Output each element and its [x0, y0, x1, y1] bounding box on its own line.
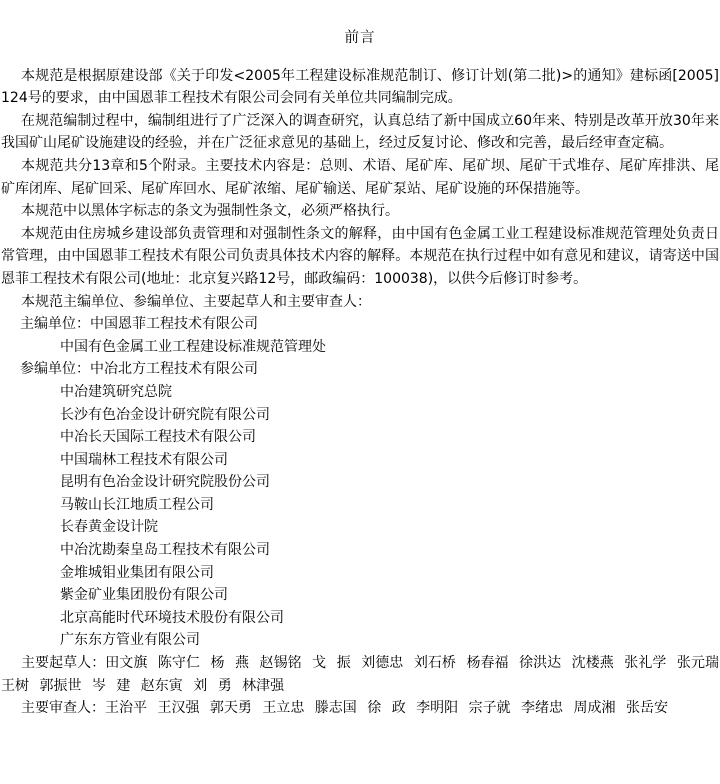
- participating-editor-item: 中冶建筑研究总院: [60, 383, 172, 400]
- participating-editors-line: [1, 358, 719, 381]
- participating-editor-item: 中冶长天国际工程技术有限公司: [60, 429, 256, 446]
- reviewers-line: [1, 697, 719, 720]
- participating-editor-item: 北京高能时代环境技术股份有限公司: [60, 609, 284, 626]
- chief-editor-name: 中国恩菲工程技术有限公司: [90, 316, 258, 333]
- paragraph-management: 本规范由住房城乡建设部负责管理和对强制性条文的解释，由中国有色金属工业工程建设标准规范管理处负责日常管理，由中国恩菲工程技术有限公司负责具体技术内容的解释。本规范在执行过程中如有意见和建议，请寄送中国恩菲工程技术有限公司(地址：北京复兴路12号，邮政编码：100038)，以供今后修订时参考。: [1, 225, 719, 287]
- participating-editor-item: 马鞍山长江地质工程公司: [60, 496, 214, 513]
- participating-editors-label: 参编单位：: [20, 361, 90, 378]
- chief-editor-label: 主编单位：: [20, 316, 90, 333]
- chief-editor-line: [1, 313, 719, 336]
- participating-editor-item: 广东东方管业有限公司: [60, 632, 200, 649]
- chief-editor-second-line: 中国有色金属工业工程建设标准规范管理处: [60, 338, 326, 355]
- paragraph-mandatory: 本规范中以黑体字标志的条文为强制性条文，必须严格执行。: [21, 203, 399, 220]
- participating-editor-first: 中冶北方工程技术有限公司: [90, 361, 258, 378]
- paragraph-basis: 本规范是根据原建设部《关于印发<2005年工程建设标准规范制订、修订计划(第二批)>的通知》建标函[2005]124号的要求，由中国恩菲工程技术有限公司会同有关单位共同编制完成。: [1, 67, 719, 107]
- reviewers-label: 主要审查人：: [21, 700, 105, 717]
- reviewers-names: 王治平 王汉强 郭天勇 王立忠 滕志国 徐 政 李明阳 宗子就 李绪忠 周成湘 张岳安: [105, 700, 668, 717]
- participating-editor-item: 长春黄金设计院: [60, 519, 158, 536]
- paragraph-contents: 本规范共分13章和5个附录。主要技术内容是：总则、术语、尾矿库、尾矿坝、尾矿干式堆存、尾矿库排洪、尾矿库闭库、尾矿回采、尾矿库回水、尾矿浓缩、尾矿输送、尾矿泵站、尾矿设施的环保措施等。: [1, 157, 719, 197]
- page-title: 前言: [344, 30, 376, 46]
- participating-editor-item: 中国瑞林工程技术有限公司: [60, 451, 228, 468]
- editors-heading: 本规范主编单位、参编单位、主要起草人和主要审查人：: [21, 293, 371, 310]
- paragraph-process: 在规范编制过程中，编制组进行了广泛深入的调查研究，认真总结了新中国成立60年来、特别是改革开放30年来我国矿山尾矿设施建设的经验，并在广泛征求意见的基础上，经过反复讨论、修改和完善，最后经审查定稿。: [1, 112, 719, 152]
- participating-editor-item: 金堆城钼业集团有限公司: [60, 564, 214, 581]
- participating-editor-item: 中冶沈勘秦皇岛工程技术有限公司: [60, 542, 270, 559]
- drafters-line: [1, 652, 719, 697]
- participating-editor-item: 昆明有色冶金设计研究院股份公司: [60, 474, 270, 491]
- drafters-names: 田文旗 陈守仁 杨 燕 赵锡铭 戈 振 刘德忠 刘石桥 杨春福 徐洪达 沈楼燕 张礼学 张元瑞 王树 郭振世 岑 建 赵东寅 刘 勇 林津强: [1, 655, 719, 694]
- participating-editor-item: 长沙有色冶金设计研究院有限公司: [60, 406, 270, 423]
- drafters-label: 主要起草人：: [21, 655, 106, 672]
- participating-editor-item: 紫金矿业集团股份有限公司: [60, 587, 228, 604]
